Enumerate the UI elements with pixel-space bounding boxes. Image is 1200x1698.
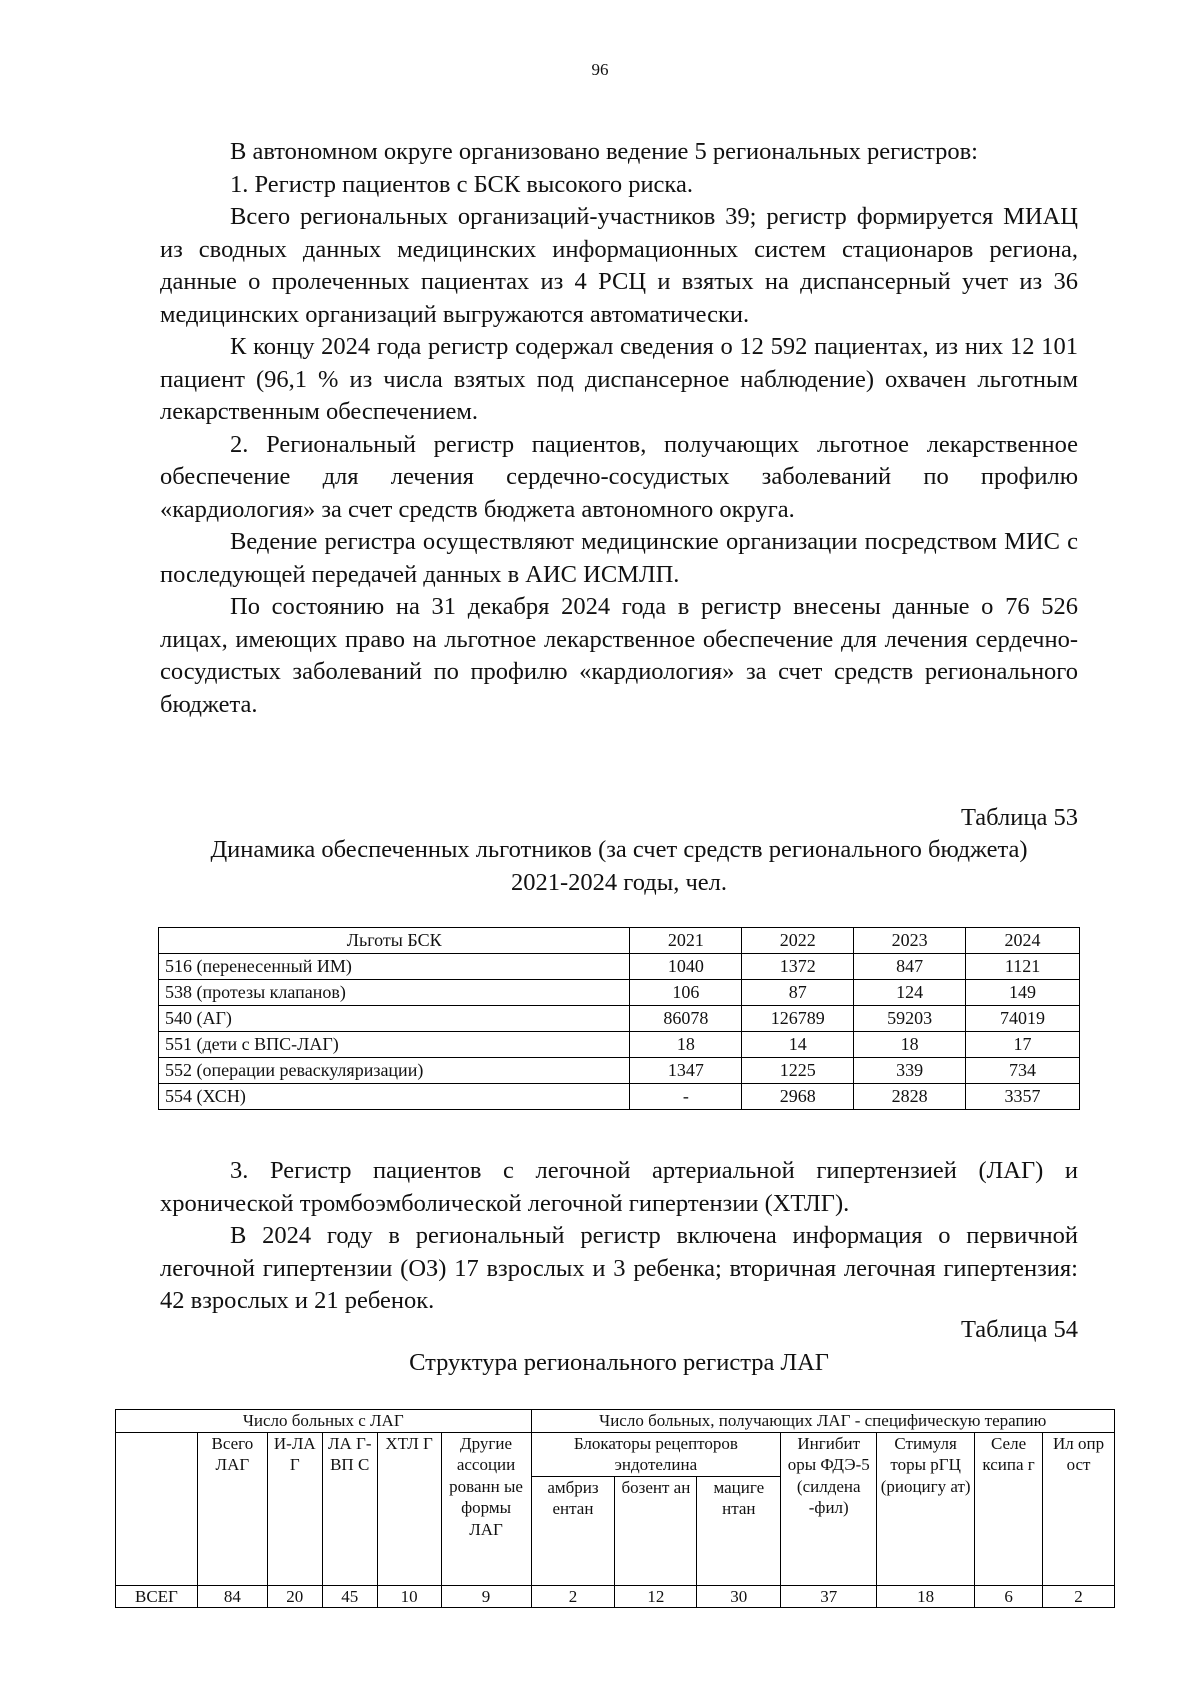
table-header: Всего ЛАГ xyxy=(197,1432,267,1585)
table-row xyxy=(159,1006,1080,1032)
table-cell: 6 xyxy=(975,1585,1043,1608)
table-cell: 554 (ХСН) xyxy=(159,1084,630,1110)
table-row xyxy=(159,1058,1080,1084)
table-header: бозент ан xyxy=(615,1476,697,1585)
table54-label: Таблица 54 xyxy=(960,1316,1078,1343)
table54-title: Структура регионального регистра ЛАГ xyxy=(409,1349,829,1376)
table-cell: 2 xyxy=(531,1585,615,1608)
table-header: Селе ксипа г xyxy=(975,1432,1043,1585)
table-header: Ил опр ост xyxy=(1043,1432,1115,1585)
table-cell: 18 xyxy=(877,1585,975,1608)
table-cell: 18 xyxy=(630,1032,742,1058)
table-header xyxy=(116,1432,198,1585)
table-cell: 551 (дети с ВПС-ЛАГ) xyxy=(159,1032,630,1058)
table-cell: 37 xyxy=(781,1585,877,1608)
table-cell: 18 xyxy=(854,1032,966,1058)
table-row xyxy=(116,1585,1115,1608)
table-header: Блокаторы рецепторов эндотелина xyxy=(531,1432,781,1476)
table-cell: 847 xyxy=(854,954,966,980)
paragraph: 2. Региональный регистр пациентов, получающих льготное лекарственное обеспечение для лечения сердечно-сосудистых заболеваний по профилю «кардиология» за счет средств бюджета автономного округа. xyxy=(160,430,1078,523)
table-cell: 59203 xyxy=(854,1006,966,1032)
table-cell: 10 xyxy=(377,1585,441,1608)
table-cell: 1372 xyxy=(742,954,854,980)
table-cell: 30 xyxy=(697,1585,781,1608)
table-cell: 84 xyxy=(197,1585,267,1608)
table-header-row xyxy=(116,1432,1115,1476)
table-cell: 9 xyxy=(441,1585,531,1608)
table-header: Другие ассоции рованн ые формы ЛАГ xyxy=(441,1432,531,1585)
table-cell: 2828 xyxy=(854,1084,966,1110)
table-header: ХТЛ Г xyxy=(377,1432,441,1585)
table-header: Льготы БСК xyxy=(159,928,630,954)
table-cell: 74019 xyxy=(966,1006,1080,1032)
table53 xyxy=(158,927,1080,1110)
table-cell: 106 xyxy=(630,980,742,1006)
table-cell: 1347 xyxy=(630,1058,742,1084)
table-cell: 538 (протезы клапанов) xyxy=(159,980,630,1006)
table-header: 2024 xyxy=(966,928,1080,954)
table-cell: 1225 xyxy=(742,1058,854,1084)
table54 xyxy=(115,1409,1115,1608)
table-header-row xyxy=(159,928,1080,954)
table-cell: 87 xyxy=(742,980,854,1006)
table-row xyxy=(159,980,1080,1006)
table-cell: 2968 xyxy=(742,1084,854,1110)
paragraph: В 2024 году в региональный регистр включена информация о первичной легочной гипертензии (ОЗ) 17 взрослых и 3 ребенка; вторичная легочная гипертензия: 42 взрослых и 21 ребенок. xyxy=(160,1222,1078,1314)
intro-text xyxy=(160,136,1078,721)
table-cell: 12 xyxy=(615,1585,697,1608)
table-cell: 540 (АГ) xyxy=(159,1006,630,1032)
table-header-row xyxy=(116,1410,1115,1433)
page-number: 96 xyxy=(591,60,609,79)
table-cell: 1121 xyxy=(966,954,1080,980)
paragraph: Всего региональных организаций-участников 39; регистр формируется МИАЦ из сводных данных медицинских информационных систем стационаров региона, данные о пролеченных пациентах из 4 РСЦ и взятых на диспансерный учет из 36 медицинских организаций выгружаются автоматически. xyxy=(160,203,1078,328)
group-header-therapy: Число больных, получающих ЛАГ - специфическую терапию xyxy=(531,1410,1114,1433)
table-header: мациге нтан xyxy=(697,1476,781,1585)
table-cell: 124 xyxy=(854,980,966,1006)
table-cell: 1040 xyxy=(630,954,742,980)
table-cell: - xyxy=(630,1084,742,1110)
table-cell: 17 xyxy=(966,1032,1080,1058)
table53-label: Таблица 53 xyxy=(960,804,1078,831)
table-cell: 516 (перенесенный ИМ) xyxy=(159,954,630,980)
section3-text xyxy=(160,1155,1078,1318)
table-cell: 339 xyxy=(854,1058,966,1084)
table-header: Стимуля торы рГЦ (риоцигу ат) xyxy=(877,1432,975,1585)
table-cell: 45 xyxy=(322,1585,377,1608)
paragraph: Ведение регистра осуществляют медицинские организации посредством МИС с последующей передачей данных в АИС ИСМЛП. xyxy=(160,528,1078,588)
table-header: 2022 xyxy=(742,928,854,954)
paragraph: По состоянию на 31 декабря 2024 года в регистр внесены данные о 76 526 лицах, имеющих право на льготное лекарственное обеспечение для лечения сердечно-сосудистых заболеваний по профилю «кардиология» за счет средств регионального бюджета. xyxy=(160,593,1078,718)
table-header: И-ЛА Г xyxy=(267,1432,322,1585)
table-header: ЛА Г-ВП С xyxy=(322,1432,377,1585)
table-cell: 149 xyxy=(966,980,1080,1006)
table-cell: ВСЕГ xyxy=(116,1585,198,1608)
table-row xyxy=(159,1084,1080,1110)
table-cell: 3357 xyxy=(966,1084,1080,1110)
paragraph: В автономном округе организовано ведение 5 региональных регистров: xyxy=(230,138,978,165)
table-cell: 552 (операции реваскуляризации) xyxy=(159,1058,630,1084)
table-row xyxy=(159,1032,1080,1058)
table-cell: 2 xyxy=(1043,1585,1115,1608)
paragraph: 3. Регистр пациентов с легочной артериальной гипертензией (ЛАГ) и хронической тромбоэмболической легочной гипертензии (ХТЛГ). xyxy=(160,1157,1078,1217)
table-cell: 14 xyxy=(742,1032,854,1058)
paragraph: К концу 2024 года регистр содержал сведения о 12 592 пациентах, из них 12 101 пациент (96,1 % из числа взятых под диспансерное наблюдение) охвачен льготным лекарственным обеспечением. xyxy=(160,333,1078,425)
table-cell: 20 xyxy=(267,1585,322,1608)
table53-title: Динамика обеспеченных льготников (за счет средств регионального бюджета) 2021-2024 годы, чел. xyxy=(210,836,1028,896)
table-row xyxy=(159,954,1080,980)
group-header-lag: Число больных с ЛАГ xyxy=(116,1410,532,1433)
table-header: амбриз ентан xyxy=(531,1476,615,1585)
table-header: 2021 xyxy=(630,928,742,954)
table-header: Ингибит оры ФДЭ-5 (силдена -фил) xyxy=(781,1432,877,1585)
table-cell: 734 xyxy=(966,1058,1080,1084)
table-header: 2023 xyxy=(854,928,966,954)
table-cell: 126789 xyxy=(742,1006,854,1032)
table-cell: 86078 xyxy=(630,1006,742,1032)
paragraph: 1. Регистр пациентов с БСК высокого риска. xyxy=(230,170,693,198)
